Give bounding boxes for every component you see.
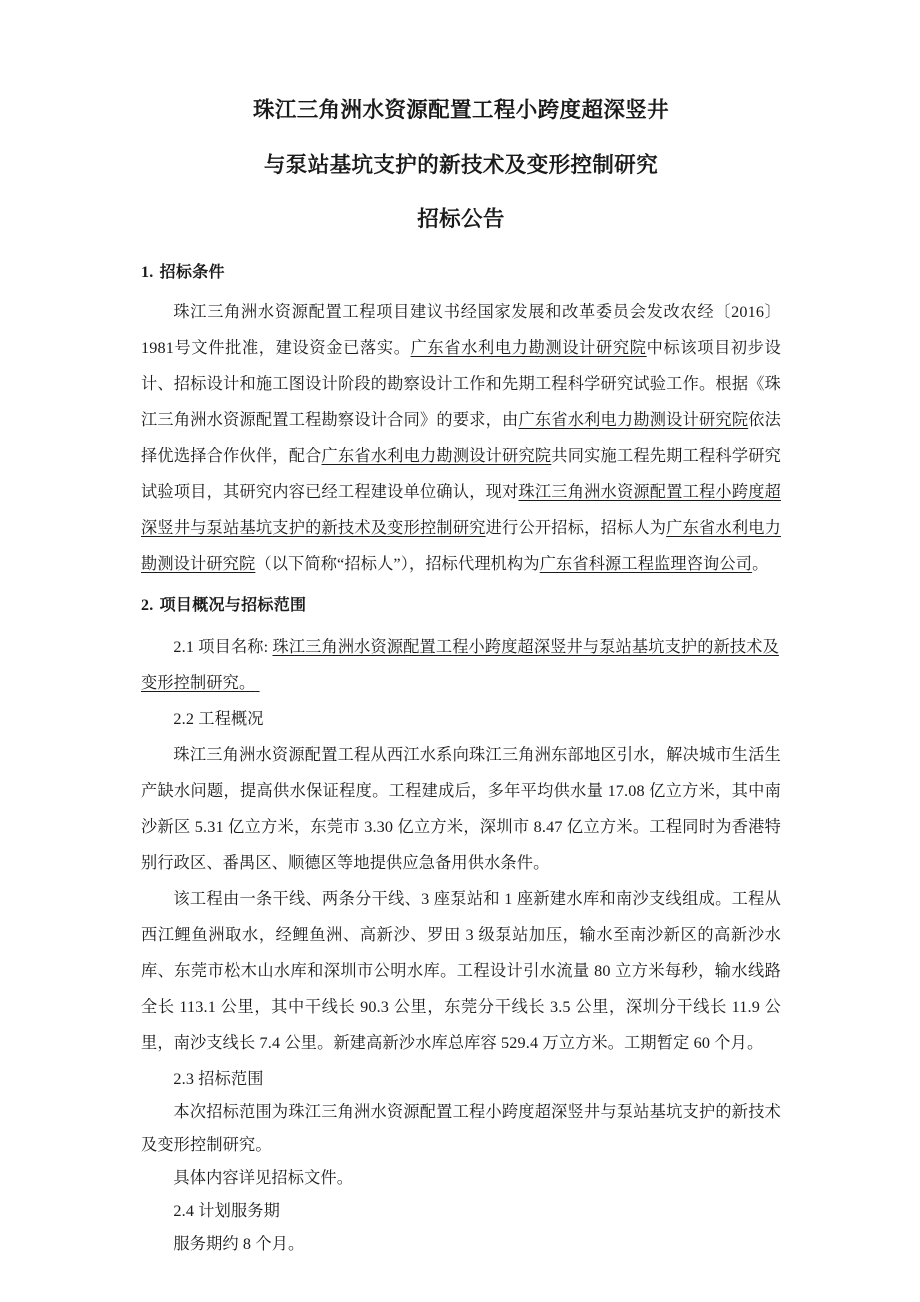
para1-part-4: 共同实施工程先期工程科学研究试验项目，其研究内容已经工程建设单位确认，现对	[141, 447, 781, 502]
para1-part-1: 珠江三角洲水资源配置工程项目建议书经国家发展和改革委员会发改农经〔2016〕1981号文件批准，建设资金已落实。	[141, 303, 781, 358]
section-1-number: 1.	[141, 263, 154, 281]
subsection-2-4-label: 2.4 计划服务期	[173, 1202, 280, 1221]
subsection-2-4-paragraph-1: 服务期约 8 个月。	[173, 1235, 305, 1254]
para1-org-2: 广东省水利电力勘测设计研究院	[518, 411, 749, 430]
section-heading-2	[141, 594, 781, 619]
subsection-2-2-paragraph-2: 该工程由一条干线、两条分干线、3 座泵站和 1 座新建水库和南沙支线组成。工程从西江鲤鱼洲取水，经鲤鱼洲、高新沙、罗田 3 级泵站加压，输水至南沙新区的高新沙水库、东莞市松木山水库和深圳市公明水库。工程设计引水流量 80 立方米每秒，输水线路全长 113.1 公里，其中干线长 90.3 公里，东莞分干线长 3.5 公里，深圳分干线长 11.9 公里，南沙支线长 7.4 公里。新建高新沙水库总库容 529.4 万立方米。工期暂定 60 个月。	[141, 890, 781, 1053]
document-title-line-1: 珠江三角洲水资源配置工程小跨度超深竖井	[252, 98, 670, 122]
para1-part-6: （以下简称“招标人”），招标代理机构为	[255, 555, 540, 574]
subsection-2-3-paragraph-1: 本次招标范围为珠江三角洲水资源配置工程小跨度超深竖井与泵站基坑支护的新技术及变形控制研究。	[141, 1103, 781, 1155]
para1-part-2: 中标该项目初步设计、招标设计和施工图设计阶段的勘察设计工作和先期工程科学研究试验工作。根据《珠江三角洲水资源配置工程勘察设计合同》的要求，由	[141, 339, 781, 430]
para1-project-name: 珠江三角洲水资源配置工程小跨度超深竖井与泵站基坑支护的新技术及变形控制研究	[141, 483, 781, 538]
para1-part-7: 。	[752, 555, 769, 574]
section-2-title: 项目概况与招标范围	[159, 597, 307, 615]
section-1-title: 招标条件	[159, 263, 225, 281]
subsection-2-2-label-line	[141, 701, 781, 737]
subsection-2-2-label: 2.2 工程概况	[173, 710, 264, 729]
subsection-2-4	[141, 1195, 781, 1261]
subsection-2-1-label: 2.1 项目名称:	[173, 638, 269, 657]
section-heading-1	[141, 261, 781, 286]
document-title-line-3: 招标公告	[417, 207, 505, 231]
section-2-number: 2.	[141, 597, 154, 615]
para1-org-1: 广东省水利电力勘测设计研究院	[410, 339, 647, 358]
para1-org-4: 广东省水利电力勘测设计研究院	[141, 519, 781, 574]
subsection-2-1-value: 珠江三角洲水资源配置工程小跨度超深竖井与泵站基坑支护的新技术及变形控制研究。	[141, 638, 779, 693]
subsection-2-2-paragraph-1: 珠江三角洲水资源配置工程从西江水系向珠江三角洲东部地区引水，解决城市生活生产缺水问题，提高供水保证程度。工程建成后，多年平均供水量 17.08 亿立方米，其中南沙新区 5.31 亿立方米，东莞市 3.30 亿立方米，深圳市 8.47 亿立方米。工程同时为香港特别行政区、番禺区、顺德区等地提供应急备用供水条件。	[141, 746, 781, 873]
para1-part-3: 依法择优选择合作伙伴，配合	[141, 411, 781, 466]
subsection-2-1	[141, 629, 781, 701]
document-title-line-2: 与泵站基坑支护的新技术及变形控制研究	[263, 152, 659, 177]
document-title-block	[141, 0, 781, 231]
para1-part-5: 进行公开招标，招标人为	[485, 519, 667, 538]
document-content	[141, 0, 781, 1261]
subsection-2-3-paragraph-2: 具体内容详见招标文件。	[173, 1169, 354, 1188]
section-1-paragraph	[141, 294, 781, 582]
para1-agency: 广东省科源工程监理咨询公司	[539, 555, 753, 574]
subsection-2-3-label: 2.3 招标范围	[173, 1070, 264, 1089]
subsection-2-3	[141, 1063, 781, 1195]
para1-org-3: 广东省水利电力勘测设计研究院	[321, 447, 552, 466]
